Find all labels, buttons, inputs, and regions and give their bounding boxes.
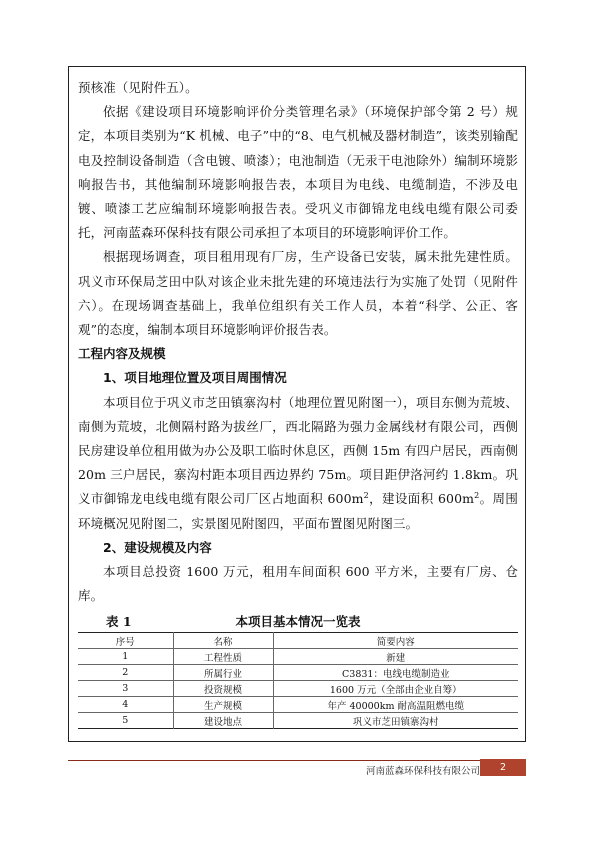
table-row: [78, 649, 518, 665]
location-text-3: 。周围环境概况见附图二，实景图见附图四，平面布置图见附图三。: [78, 491, 518, 531]
subheading-scale: 2、建设规模及内容: [103, 539, 212, 555]
cell-content: 巩义市芝田镇寨沟村: [273, 713, 518, 729]
paragraph-location: [78, 391, 518, 536]
table-header-row: [78, 633, 518, 649]
paragraph-classification: 依据《建设项目环境影响评价分类管理名录》（环境保护部令第 2 号）规定，本项目类别为“K 机械、电子”中的“8、电气机械及器材制造”，该类别输配电及控制设备制造（含电镀、喷漆）；电池制造（无汞干电池除外）编制环境影响报告书，其他编制环境影响报告表，本项目为电线、电缆制造，不涉及电镀、喷漆工艺应编制环境影响报告表。受巩义市御锦龙电线电缆有限公司委托，河南蓝森环保科技有限公司承担了本项目的环境影响评价工作。: [78, 104, 518, 241]
cell-content: 1600 万元（全部由企业自筹）: [273, 681, 518, 697]
cell-name: 投资规模: [173, 681, 273, 697]
header-index: 序号: [78, 633, 173, 649]
paragraph-approval-note: 预核准（见附件五）。: [78, 80, 198, 95]
header-name: 名称: [173, 633, 273, 649]
cell-index: 3: [78, 681, 173, 697]
cell-name: 所属行业: [173, 665, 273, 681]
cell-name: 建设地点: [173, 713, 273, 729]
cell-index: 5: [78, 713, 173, 729]
table-row: [78, 697, 518, 713]
superscript-2: 2: [474, 491, 480, 501]
table-row: [78, 665, 518, 681]
cell-name: 生产规模: [173, 697, 273, 713]
superscript-1: 2: [363, 491, 369, 501]
page-number: 2: [480, 759, 526, 776]
location-text-2: ，建设面积 600m: [368, 491, 475, 507]
paragraph-investment: 本项目总投资 1600 万元，租用车间面积 600 平方米，主要有厂房、仓库。: [78, 564, 518, 604]
table-row: [78, 713, 518, 729]
footer-divider: [68, 760, 526, 761]
table-number: 表 1: [106, 614, 132, 630]
cell-index: 4: [78, 697, 173, 713]
header-content: 简要内容: [273, 633, 518, 649]
location-text-1: 本项目位于巩义市芝田镇寨沟村（地理位置见附图一），项目东侧为荒坡、南侧为荒坡，北侧隔村路为拔丝厂，西北隔路为强力金属线材有限公司，西侧民房建设单位租用做为办公及职工临时休息区，西侧 15m 有四户居民，西南侧 20m 三户居民，寨沟村距本项目西边界约 75m。项目距伊洛河约 1.8km。巩义市御锦龙电线电缆有限公司厂区占地面积 600m: [78, 394, 518, 507]
cell-content: C3831：电线电缆制造业: [273, 665, 518, 681]
section-heading-project-scope: 工程内容及规模: [78, 346, 166, 362]
document-body: [78, 76, 518, 729]
table-row: [78, 681, 518, 697]
table-caption: [78, 610, 518, 632]
cell-index: 1: [78, 649, 173, 665]
cell-name: 工程性质: [173, 649, 273, 665]
cell-content: 年产 40000km 耐高温阻燃电缆: [273, 697, 518, 713]
footer-company-name: 河南蓝森环保科技有限公司: [366, 766, 481, 777]
subheading-location: 1、项目地理位置及项目周围情况: [103, 370, 287, 386]
paragraph-site-investigation: 根据现场调查，项目租用现有厂房，生产设备已安装，属未批先建性质。巩义市环保局芝田中队对该企业未批先建的环境违法行为实施了处罚（见附件六）。在现场调查基础上，我单位组织有关工作人员，本着“科学、公正、客观”的态度，编制本项目环境影响评价报告表。: [78, 249, 518, 338]
project-info-table: [78, 632, 518, 729]
cell-index: 2: [78, 665, 173, 681]
table-title: 本项目基本情况一览表: [235, 614, 361, 630]
cell-content: 新建: [273, 649, 518, 665]
